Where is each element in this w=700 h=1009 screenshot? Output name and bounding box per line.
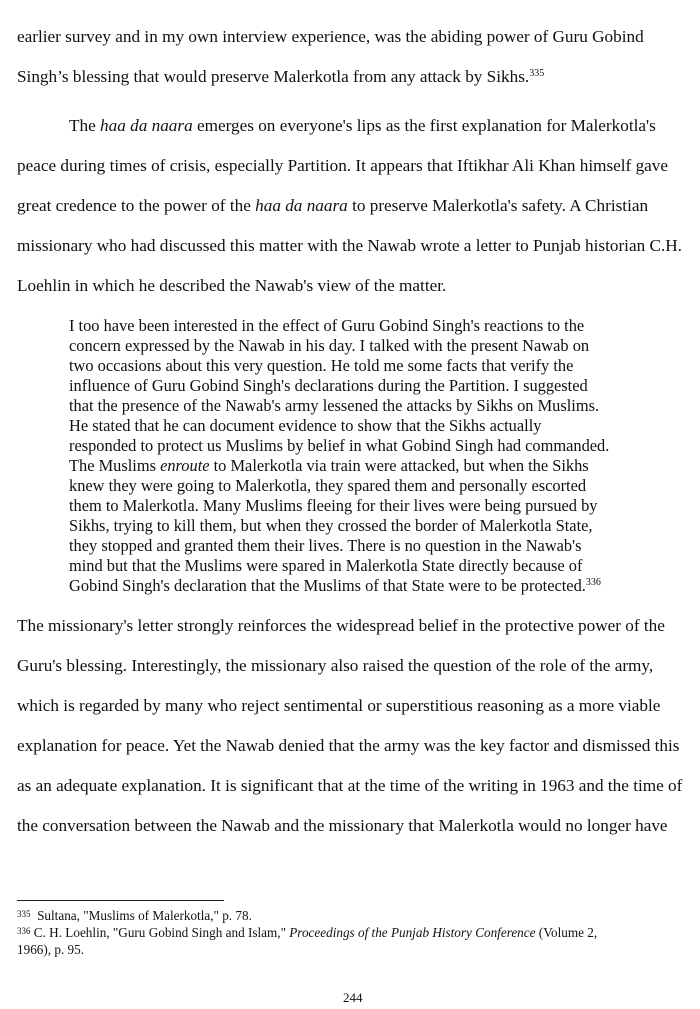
quote-line: two occasions about this very question. He told me some facts that verify the <box>69 356 574 375</box>
body-line: Loehlin in which he described the Nawab's view of the matter. <box>17 276 447 295</box>
quote-line <box>69 576 601 596</box>
footnote-336 <box>17 925 597 941</box>
body-line <box>17 67 544 87</box>
footnote-text: (Volume 2, <box>535 925 598 940</box>
body-line: The missionary's letter strongly reinforces the widespread belief in the protective power of the <box>17 616 665 635</box>
footnote-title-italic: Proceedings of the Punjab History Conference <box>289 925 536 940</box>
footnote-number: 335 <box>17 909 31 919</box>
quote-line: concern expressed by the Nawab in his day. I talked with the present Nawab on <box>69 336 590 355</box>
quote-line: knew they were going to Malerkotla, they spared them and personally escorted <box>69 476 587 495</box>
body-text: to Malerkotla via train were attacked, but when the Sikhs <box>209 456 589 475</box>
body-line <box>17 196 648 216</box>
body-line: which is regarded by many who reject sentimental or superstitious reasoning as a more viable <box>17 696 661 715</box>
body-line: Guru's blessing. Interestingly, the missionary also raised the question of the role of the army, <box>17 656 654 675</box>
footnote-ref-336[interactable]: 336 <box>585 577 601 588</box>
quote-line: influence of Guru Gobind Singh's declarations during the Partition. I suggested <box>69 376 588 395</box>
footnote-335 <box>17 908 252 924</box>
quote-line: I too have been interested in the effect of Guru Gobind Singh's reactions to the <box>69 316 585 335</box>
italic-term: haa da naara <box>255 196 348 215</box>
body-line <box>69 116 656 136</box>
footnote-separator <box>17 900 224 901</box>
body-text: great credence to the power of the <box>17 196 256 215</box>
quote-line: them to Malerkotla. Many Muslims fleeing for their lives were being pursued by <box>69 496 598 515</box>
footnote-text: C. H. Loehlin, "Guru Gobind Singh and Islam," <box>30 925 290 940</box>
italic-term: haa da naara <box>100 116 193 135</box>
italic-term: enroute <box>160 456 210 475</box>
body-text: to preserve Malerkotla's safety. A Christian <box>347 196 649 215</box>
footnote-text: Sultana, "Muslims of Malerkotla," p. 78. <box>30 908 252 923</box>
quote-line: mind but that the Muslims were spared in Malerkotla State directly because of <box>69 556 583 575</box>
body-text: The Muslims <box>69 456 161 475</box>
quote-line: responded to protect us Muslims by belief in what Gobind Singh had commanded. <box>69 436 610 455</box>
quote-line: He stated that he can document evidence to show that the Sikhs actually <box>69 416 542 435</box>
quote-line: Sikhs, trying to kill them, but when they crossed the border of Malerkotla State, <box>69 516 593 535</box>
body-text: The <box>69 116 101 135</box>
body-line: peace during times of crisis, especially Partition. It appears that Iftikhar Ali Khan himself gave <box>17 156 669 175</box>
quote-line: they stopped and granted them their lives. There is no question in the Nawab's <box>69 536 582 555</box>
page-number: 244 <box>343 990 363 1005</box>
quote-line <box>69 456 589 476</box>
footnote-number: 336 <box>17 926 31 936</box>
body-line: explanation for peace. Yet the Nawab denied that the army was the key factor and dismissed this <box>17 736 680 755</box>
body-line: earlier survey and in my own interview experience, was the abiding power of Guru Gobind <box>17 27 644 46</box>
body-line: as an adequate explanation. It is significant that at the time of the writing in 1963 and the time of <box>17 776 683 795</box>
footnote-336-continued: 1966), p. 95. <box>17 942 85 957</box>
quote-line: that the presence of the Nawab's army lessened the attacks by Sikhs on Muslims. <box>69 396 600 415</box>
body-line: missionary who had discussed this matter with the Nawab wrote a letter to Punjab historian C.H. <box>17 236 682 255</box>
footnote-ref-335[interactable]: 335 <box>529 68 545 79</box>
body-text: Gobind Singh's declaration that the Muslims of that State were to be protected. <box>69 576 586 595</box>
body-text: emerges on everyone's lips as the first explanation for Malerkotla's <box>192 116 656 135</box>
body-line: the conversation between the Nawab and the missionary that Malerkotla would no longer have <box>17 816 668 835</box>
body-text: Singh’s blessing that would preserve Malerkotla from any attack by Sikhs. <box>17 67 530 86</box>
